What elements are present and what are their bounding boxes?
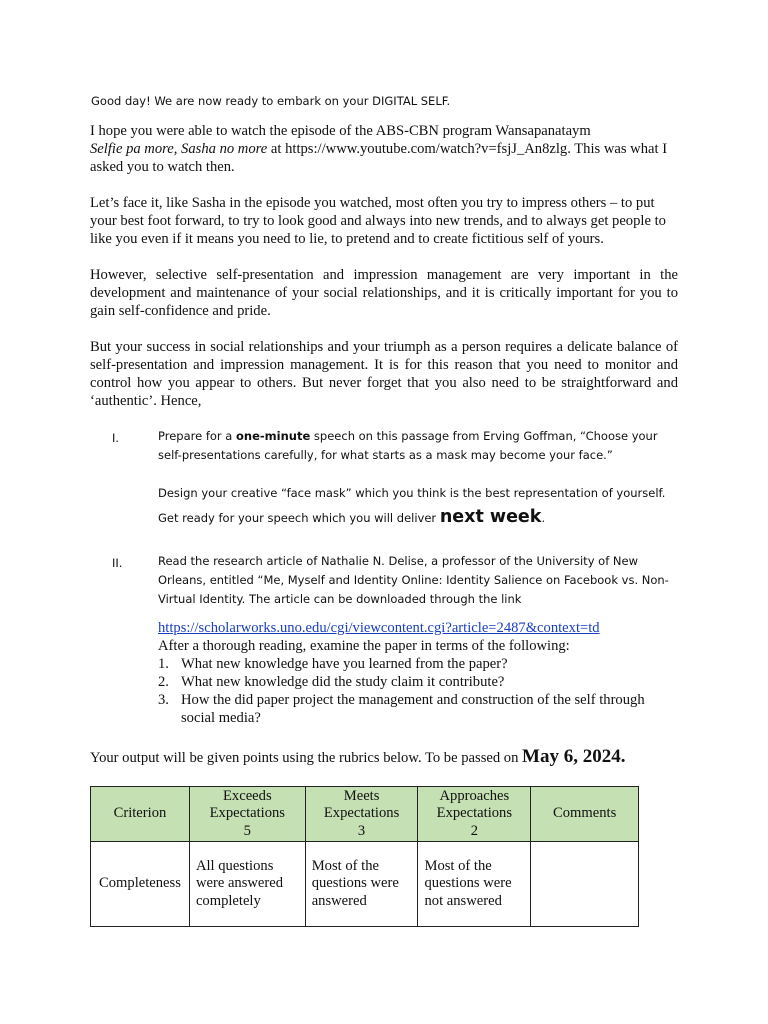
task-1-deliver-end: . [541, 511, 546, 525]
cell-meets: Most of the questions were answered [305, 842, 418, 927]
youtube-url: https://www.youtube.com/watch?v=fsjJ_An8zlg [285, 141, 568, 157]
question-number: 1. [158, 656, 169, 672]
cell-comments [531, 842, 639, 927]
intro-end: . This was what I asked you to watch then. [90, 141, 668, 175]
rubric-table [90, 786, 639, 927]
task-1-design: Design your creative “face mask” which you think is the best representation of yourself. [158, 486, 666, 500]
header-meets-line: Meets [343, 787, 380, 804]
header-exceeds [189, 787, 305, 842]
task-2-block [158, 619, 678, 727]
output-line [90, 748, 690, 767]
episode-title: Selfie pa more, Sasha no more [90, 141, 268, 157]
task-1-quote: speech on this passage from Erving Goffman, “Choose your self-presentations carefully, for what starts as a mask may become your face.” [158, 429, 658, 462]
intro-text: I hope you were able to watch the episode of the ABS-CBN program Wansapanataym [90, 123, 591, 139]
intro-connector: at [267, 141, 286, 157]
table-row [91, 842, 639, 927]
task-1-prompt [158, 427, 678, 465]
task-2-after: After a thorough reading, examine the paper in terms of the following: [158, 638, 570, 654]
list-item [158, 655, 678, 673]
header-approaches-points: 2 [470, 822, 478, 839]
question-text: What new knowledge have you learned from the paper? [181, 656, 508, 672]
list-item [158, 691, 678, 727]
due-date: May 6, 2024. [522, 746, 626, 767]
header-meets-points: 3 [357, 822, 366, 839]
header-exceeds-line: Expectations [209, 805, 285, 822]
question-text: How the did paper project the management and construction of the self through social media? [181, 692, 645, 726]
task-1-deliver-text: Get ready for your speech which you will deliver [158, 511, 440, 525]
paragraph-success: But your success in social relationships and your triumph as a person requires a delicate balance of self-presentation and impression management. It is for this reason that you need to monitor and control how you appear to others. But never forget that you also need to be straightforward and ‘authentic’. Hence, [90, 339, 678, 409]
paragraph-however: However, selective self-presentation and impression management are very important in the development and maintenance of your social relationships, and it is critically important for you to gain self-confidence and pride. [90, 267, 678, 319]
intro-paragraph [90, 122, 678, 176]
header-criterion: Criterion [91, 787, 190, 842]
task-1-text-start: Prepare for a [158, 429, 237, 443]
list-item [158, 673, 678, 691]
header-meets [305, 787, 418, 842]
cell-approaches: Most of the questions were not answered [418, 842, 531, 927]
header-approaches-line: Expectations [436, 805, 513, 822]
header-exceeds-line: Exceeds [223, 787, 272, 804]
task-1-deliver [158, 508, 678, 528]
header-approaches-line: Approaches [439, 787, 510, 804]
task-1-numeral: I. [112, 431, 120, 445]
header-exceeds-points: 5 [243, 822, 251, 839]
greeting-line: Good day! We are now ready to embark on your DIGITAL SELF. [91, 94, 451, 108]
task-1-duration: one-minute [236, 429, 311, 443]
header-comments: Comments [531, 787, 639, 842]
paragraph-face-it: Let’s face it, like Sasha in the episode you watched, most often you try to impress others – to put your best foot forward, to try to look good and always into new trends, and to always get people to like you even if it means you need to lie, to pretend and to create fictitious self of yours. [90, 195, 666, 247]
question-number: 2. [158, 674, 169, 690]
cell-criterion: Completeness [91, 842, 190, 927]
task-2-prompt: Read the research article of Nathalie N. Delise, a professor of the University of New Orleans, entitled “Me, Myself and Identity Online: Identity Salience on Facebook vs. Non-Virtual Identity. The article can be downloaded through the link [158, 554, 669, 606]
header-meets-line: Expectations [323, 805, 400, 822]
task-1-deadline: next week [439, 507, 542, 527]
question-text: What new knowledge did the study claim it contribute? [181, 674, 505, 690]
rubric-header-row [91, 787, 639, 842]
cell-exceeds: All questions were answered completely [189, 842, 305, 927]
article-link[interactable]: https://scholarworks.uno.edu/cgi/viewcontent.cgi?article=2487&context=td [158, 620, 600, 636]
question-number: 3. [158, 692, 169, 708]
question-list [158, 655, 678, 727]
header-approaches [418, 787, 531, 842]
task-2-numeral: II. [112, 556, 123, 570]
output-text: Your output will be given points using the rubrics below. To be passed on [90, 750, 523, 766]
